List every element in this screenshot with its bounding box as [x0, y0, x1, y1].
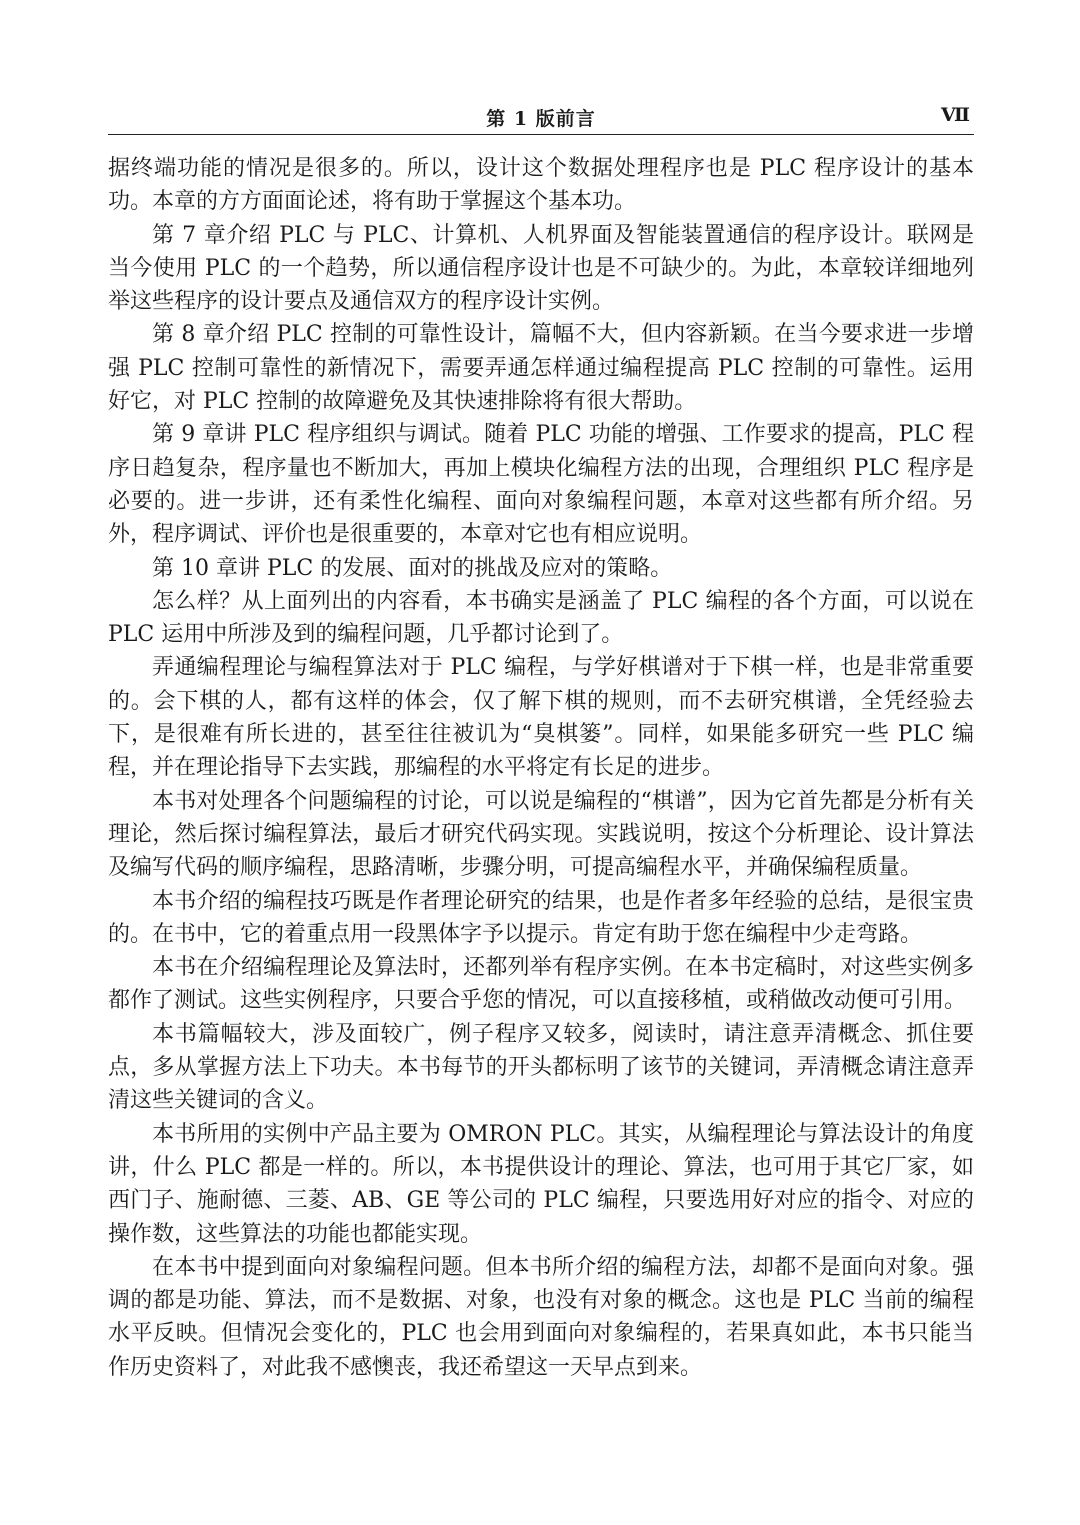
paragraph-object-oriented: 在本书中提到面向对象编程问题。但本书所介绍的编程方法，却都不是面向对象。强调的都是功能、算法，而不是数据、对象，也没有对象的概念。这也是 PLC 当前的编程水平反映。但情况会变化的，PLC 也会用到面向对象编程的，若果真如此，本书只能当作历史资料了，对此我不感懊丧，我还希望这一天早点到来。	[108, 1254, 974, 1380]
paragraph-products: 本书所用的实例中产品主要为 OMRON PLC。其实，从编程理论与算法设计的角度讲，什么 PLC 都是一样的。所以，本书提供设计的理论、算法，也可用于其它厂家，如西门子、施耐德、三菱、AB、GE 等公司的 PLC 编程，只要选用好对应的指令、对应的操作数，这些算法的功能也都能实现。	[108, 1121, 974, 1247]
paragraph-chess-analogy: 弄通编程理论与编程算法对于 PLC 编程，与学好棋谱对于下棋一样，也是非常重要的。会下棋的人，都有这样的体会，仅了解下棋的规则，而不去研究棋谱，全凭经验去下，是很难有所长进的，甚至往往被讥为“臭棋篓”。同样，如果能多研究一些 PLC 编程，并在理论指导下去实践，那编程的水平将定有长足的进步。	[108, 655, 974, 781]
paragraph-summary: 怎么样？从上面列出的内容看，本书确实是涵盖了 PLC 编程的各个方面，可以说在 PLC 运用中所涉及到的编程问题，几乎都讨论到了。	[108, 588, 974, 648]
paragraph-programming-manual: 本书对处理各个问题编程的讨论，可以说是编程的“棋谱”，因为它首先都是分析有关理论，然后探讨编程算法，最后才研究代码实现。实践说明，按这个分析理论、设计算法及编写代码的顺序编程，思路清晰，步骤分明，可提高编程水平，并确保编程质量。	[108, 788, 974, 881]
paragraph-chapter-8: 第 8 章介绍 PLC 控制的可靠性设计，篇幅不大，但内容新颖。在当今要求进一步增强 PLC 控制可靠性的新情况下，需要弄通怎样通过编程提高 PLC 控制的可靠性。运用好它，对 PLC 控制的故障避免及其快速排除将有很大帮助。	[108, 322, 974, 415]
book-page	[108, 0, 974, 1525]
paragraph-chapter-10: 第 10 章讲 PLC 的发展、面对的挑战及应对的策略。	[152, 555, 673, 581]
paragraph-reading-advice: 本书篇幅较大，涉及面较广，例子程序又较多，阅读时，请注意弄清概念、抓住要点，多从掌握方法上下功夫。本书每节的开头都标明了该节的关键词，弄清概念请注意弄清这些关键词的含义。	[108, 1021, 974, 1114]
page-number: Ⅶ	[941, 104, 970, 126]
paragraph-techniques: 本书介绍的编程技巧既是作者理论研究的结果，也是作者多年经验的总结，是很宝贵的。在书中，它的着重点用一段黑体字予以提示。肯定有助于您在编程中少走弯路。	[108, 888, 974, 947]
running-header	[108, 100, 974, 135]
body-text	[108, 152, 974, 1384]
paragraph-chapter-7: 第 7 章介绍 PLC 与 PLC、计算机、人机界面及智能装置通信的程序设计。联网是当今使用 PLC 的一个趋势，所以通信程序设计也是不可缺少的。为此，本章较详细地列举这些程序的设计要点及通信双方的程序设计实例。	[108, 222, 974, 315]
paragraph-chapter-9: 第 9 章讲 PLC 程序组织与调试。随着 PLC 功能的增强、工作要求的提高，PLC 程序日趋复杂，程序量也不断加大，再加上模块化编程方法的出现，合理组织 PLC 程序是必要的。进一步讲，还有柔性化编程、面向对象编程问题，本章对这些都有所介绍。另外，程序调试、评价也是很重要的，本章对它也有相应说明。	[108, 422, 974, 548]
paragraph-examples: 本书在介绍编程理论及算法时，还都列举有程序实例。在本书定稿时，对这些实例多都作了测试。这些实例程序，只要合乎您的情况，可以直接移植，或稍做改动便可引用。	[108, 955, 974, 1014]
chapter-title: 第 1 版前言	[486, 108, 596, 130]
paragraph-continued: 据终端功能的情况是很多的。所以，设计这个数据处理程序也是 PLC 程序设计的基本功。本章的方方面面论述，将有助于掌握这个基本功。	[108, 156, 974, 215]
